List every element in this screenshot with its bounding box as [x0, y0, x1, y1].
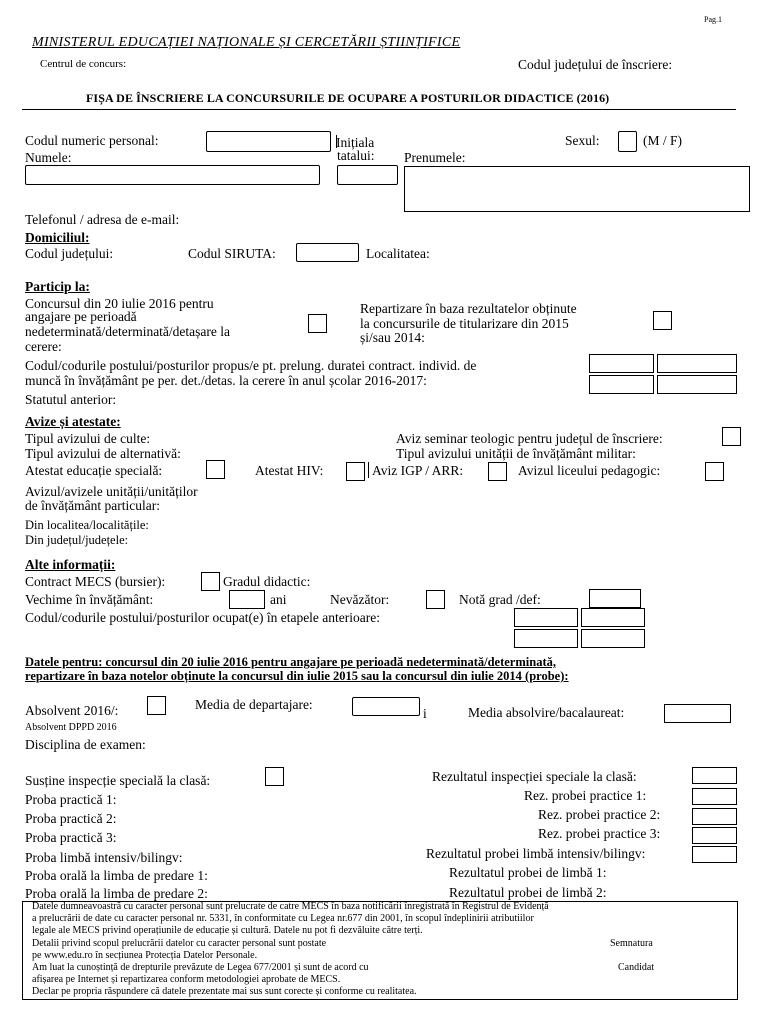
post-code-field-2[interactable] — [657, 354, 737, 373]
contest-line-4: cerere: — [25, 339, 62, 354]
previous-codes-label: Codul/codurile postului/posturilor ocupat(e) în etapele anterioare: — [25, 610, 381, 625]
initial-label-2: tatalui: — [337, 148, 375, 163]
oral-2-result-label: Rezultatul probei de limbă 2: — [449, 885, 607, 900]
counties-label: Din județul/județele: — [25, 533, 129, 547]
previous-status-label: Statutul anterior: — [25, 392, 117, 407]
private-approval-line-2: de învățământ particular: — [25, 498, 160, 513]
practical-2-result-field[interactable] — [692, 808, 737, 825]
contest-line-2: angajare pe perioadă — [25, 309, 137, 324]
intensive-result-field[interactable] — [692, 846, 737, 863]
practical-3-result-field[interactable] — [692, 827, 737, 844]
practical-3-label: Proba practică 3: — [25, 830, 117, 845]
oral-1-result-label: Rezultatul probei de limbă 1: — [449, 865, 607, 880]
phone-email-label: Telefonul / adresa de e-mail: — [25, 212, 180, 227]
previous-code-field-2[interactable] — [581, 608, 645, 627]
cnp-label: Codul numeric personal: — [25, 133, 159, 148]
candidate-label: Candidat — [618, 962, 655, 973]
blind-label: Nevăzător: — [330, 592, 390, 607]
practical-2-label: Proba practică 2: — [25, 811, 117, 826]
father-initial-field[interactable] — [337, 165, 398, 185]
name-label: Numele: — [25, 150, 72, 165]
contest-checkbox[interactable] — [308, 314, 327, 333]
sex-field[interactable] — [618, 131, 637, 152]
grade-field[interactable] — [589, 589, 641, 608]
special-ed-checkbox[interactable] — [206, 460, 225, 479]
locality-label: Localitatea: — [366, 246, 430, 261]
contract-label: Contract MECS (bursier): — [25, 574, 166, 589]
intensive-label: Proba limbă intensiv/bilingv: — [25, 850, 183, 865]
repartition-line-1: Repartizare în baza rezultatelor obținute — [360, 301, 577, 316]
post-code-field-1[interactable] — [589, 354, 654, 373]
private-approval-line-1: Avizul/avizele unității/unităților — [25, 484, 198, 499]
seminar-approval-label: Aviz seminar teologic pentru județul de înscriere: — [396, 431, 663, 446]
footer-line-7: afișarea pe Internet și repartizarea conform metodologiei aprobate de MECS. — [32, 974, 341, 985]
footer-line-1: Datele dumneavoastră cu caracter personal sunt prelucrate de catre MECS în baza notificării înregistrată în Registrul de Evidență — [32, 901, 549, 912]
practical-1-result-field[interactable] — [692, 788, 737, 805]
participation-heading: Particip la: — [25, 279, 90, 294]
first-name-field[interactable] — [404, 166, 750, 212]
igp-checkbox[interactable] — [488, 462, 507, 481]
special-ed-label: Atestat educație specială: — [25, 463, 163, 478]
intensive-result-label: Rezultatul probei limbă intensiv/bilingv: — [426, 846, 646, 861]
title-divider — [22, 109, 736, 110]
pedagogic-label: Avizul liceului pedagogic: — [518, 463, 661, 478]
name-field[interactable] — [25, 165, 320, 185]
initial-label: Inițiala — [336, 135, 375, 150]
practical-1-result-label: Rez. probei practice 1: — [524, 788, 647, 803]
siruta-field[interactable] — [296, 243, 359, 262]
practical-3-result-label: Rez. probei practice 3: — [538, 826, 661, 841]
inspection-label: Susține inspecție specială la clasă: — [25, 773, 211, 788]
repartition-line-2: la concursurile de titularizare din 2015 — [360, 316, 569, 331]
hiv-label: Atestat HIV: — [255, 463, 324, 478]
military-approval-label: Tipul avizului unității de învățământ militar: — [396, 446, 636, 461]
post-codes-line-1: Codul/codurile postului/posturilor propus/e pt. prelung. duratei contract. individ. de — [25, 358, 477, 373]
hiv-checkbox[interactable] — [346, 462, 365, 481]
other-info-heading: Alte informații: — [25, 557, 116, 572]
igp-label: Aviz IGP / ARR: — [372, 463, 464, 478]
approvals-heading: Avize și atestate: — [25, 414, 121, 429]
footer-line-3: legale ale MECS privind operațiunile de educație și cultură. Datele nu pot fi dezvăluite către terți. — [32, 925, 423, 936]
contract-checkbox[interactable] — [201, 572, 220, 591]
center-label: Centrul de concurs: — [40, 58, 127, 70]
oral-2-label: Proba orală la limba de predare 2: — [25, 886, 208, 901]
post-codes-line-2: muncă în învățământ pe per. det./detas. la cerere în anul școlar 2016-2017: — [25, 373, 427, 388]
inspection-result-field[interactable] — [692, 767, 737, 784]
contest-line-1: Concursul din 20 iulie 2016 pentru — [25, 296, 214, 311]
localities-label: Din localitea/localitățile: — [25, 518, 149, 532]
first-name-label: Prenumele: — [404, 150, 466, 165]
post-code-field-4[interactable] — [657, 375, 737, 394]
footer-line-8: Declar pe propria răspundere că datele prezentate mai sus sunt corecte și conforme cu realitatea. — [32, 986, 417, 997]
siruta-label: Codul SIRUTA: — [188, 246, 276, 261]
graduate-checkbox[interactable] — [147, 696, 166, 715]
discipline-label: Disciplina de examen: — [25, 737, 146, 752]
tiebreak-field[interactable] — [352, 697, 420, 716]
repartition-line-3: și/sau 2014: — [360, 330, 425, 345]
exam-heading-line-1: Datele pentru: concursul din 20 iulie 2016 pentru angajare pe perioadă nedeterminată/determinată, — [25, 655, 556, 669]
blind-checkbox[interactable] — [426, 590, 445, 609]
oral-1-label: Proba orală la limba de predare 1: — [25, 868, 208, 883]
exam-heading-line-2: repartizare în baza notelor obținute la concursul din iulie 2015 sau la concursul din iulie 2014 (probe): — [25, 669, 569, 683]
footer-line-4: Detalii privind scopul prelucrării datelor cu caracter personal sunt postate — [32, 938, 327, 949]
signature-label: Semnatura — [610, 938, 653, 949]
inspection-checkbox[interactable] — [265, 767, 284, 786]
pedagogic-checkbox[interactable] — [705, 462, 724, 481]
years-label: ani — [270, 592, 287, 607]
inspection-result-label: Rezultatul inspecției speciale la clasă: — [432, 769, 637, 784]
ministry-header: MINISTERUL EDUCAȚIEI NAȚIONALE ȘI CERCETĂRII ȘTIINȚIFICE — [32, 35, 461, 50]
repartition-checkbox[interactable] — [653, 311, 672, 330]
previous-code-field-1[interactable] — [514, 608, 578, 627]
form-title: FIȘA DE ÎNSCRIERE LA CONCURSURILE DE OCUPARE A POSTURILOR DIDACTICE (2016) — [86, 91, 610, 105]
seniority-label: Vechime în învățământ: — [25, 592, 154, 607]
dppd-label: Absolvent DPPD 2016 — [25, 722, 117, 733]
page-number: Pag.1 — [704, 15, 722, 24]
county-code-label: Codul județului de înscriere: — [518, 57, 673, 72]
sex-options: (M / F) — [643, 133, 683, 148]
practical-1-label: Proba practică 1: — [25, 792, 117, 807]
graduation-avg-label: Media absolvire/bacalaureat: — [468, 705, 625, 720]
footer-line-2: a prelucrării de date cu caracter personal nr. 5331, în conformitate cu Legea nr.677 din 2001, în scopul îndeplinirii atributiilor — [32, 913, 534, 924]
tiebreak-label: Media de departajare: — [195, 697, 313, 712]
degree-label: Gradul didactic: — [223, 574, 311, 589]
seniority-field[interactable] — [229, 590, 265, 609]
i-mark: i — [423, 706, 427, 721]
graduation-avg-field[interactable] — [664, 704, 731, 723]
grade-label: Notă grad /def: — [459, 592, 541, 607]
initial-marker — [336, 135, 337, 148]
graduate-label: Absolvent 2016/: — [25, 703, 119, 718]
cult-approval-label: Tipul avizului de culte: — [25, 431, 151, 446]
previous-code-field-4[interactable] — [581, 629, 645, 648]
domicile-heading: Domiciliul: — [25, 230, 90, 245]
previous-code-field-3[interactable] — [514, 629, 578, 648]
sex-label: Sexul: — [565, 133, 600, 148]
alternative-approval-label: Tipul avizului de alternativă: — [25, 446, 181, 461]
post-code-field-3[interactable] — [589, 375, 654, 394]
practical-2-result-label: Rez. probei practice 2: — [538, 807, 661, 822]
cnp-field[interactable] — [206, 131, 331, 152]
domicile-county-label: Codul județului: — [25, 246, 114, 261]
seminar-checkbox[interactable] — [722, 427, 741, 446]
footer-line-5: pe www.edu.ro în secțiunea Protecția Datelor Personale. — [32, 950, 258, 961]
contest-line-3: nedeterminată/determinată/detașare la — [25, 324, 231, 339]
footer-line-6: Am luat la cunoștință de drepturile prevăzute de Legea 677/2001 și sunt de acord cu — [32, 962, 369, 973]
igp-marker — [368, 462, 369, 478]
